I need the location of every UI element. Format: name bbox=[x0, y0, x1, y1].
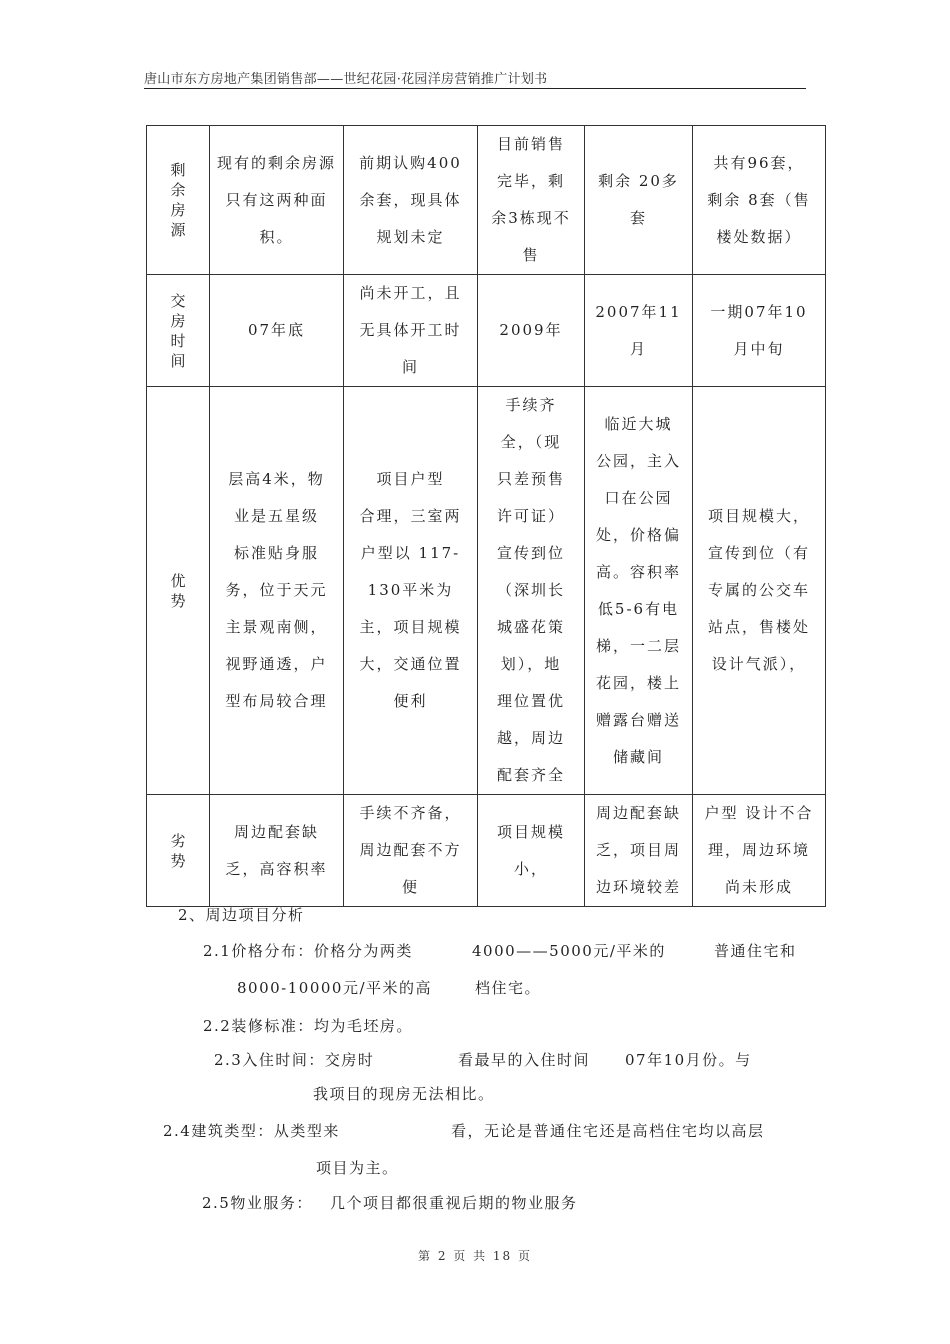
cell-line: 尚未开工，且 bbox=[359, 284, 462, 302]
cell-line: 只差预售 bbox=[496, 470, 565, 488]
cell-line: 便 bbox=[401, 878, 419, 896]
cell-line: 2007年11 bbox=[595, 302, 682, 321]
cell-line: 赠露台赠送 bbox=[595, 710, 681, 729]
cell-line: 周边配套缺 bbox=[233, 822, 319, 841]
table-cell bbox=[585, 126, 693, 275]
table-cell bbox=[693, 387, 826, 795]
cell-line: 无具体开工时 bbox=[359, 321, 462, 339]
cell-line: 项目规模大， bbox=[707, 507, 810, 525]
cell-line: 剩余 20多 bbox=[598, 172, 679, 190]
cell-line: 宣传到位（有 bbox=[707, 544, 810, 562]
paragraph-property-service-a: 2.5物业服务： bbox=[202, 1194, 313, 1212]
table-cell bbox=[210, 387, 344, 795]
cell-line: 共有96套， bbox=[713, 153, 805, 172]
cell-line: 口在公园 bbox=[604, 488, 673, 507]
cell-line: 手续齐 bbox=[505, 396, 557, 414]
cell-line: 业是五星级 bbox=[233, 507, 319, 525]
document-title: 唐山市东方房地产集团销售部——世纪花园·花园洋房营销推广计划书 bbox=[144, 72, 548, 87]
cell-line: 户型 设计不合 bbox=[704, 804, 814, 822]
cell-line: 现有的剩余房源 bbox=[216, 153, 336, 172]
cell-line: 目前销售 bbox=[496, 135, 565, 153]
cell-line: 标准贴身服 bbox=[233, 544, 319, 562]
cell-line: 户型以 117- bbox=[360, 544, 461, 562]
cell-line: （深圳长 bbox=[496, 581, 565, 599]
cell-line: 主景观南侧， bbox=[225, 618, 328, 636]
section-heading: 2、周边项目分析 bbox=[178, 906, 305, 924]
cell-line: 余3栋现不 bbox=[491, 209, 571, 227]
cell-line: 低5-6有电 bbox=[597, 599, 680, 618]
cell-line: 配套齐全 bbox=[496, 766, 565, 784]
cell-line: 周边配套不方 bbox=[359, 841, 462, 859]
row-header-label: 优势 bbox=[170, 571, 186, 610]
page-footer: 第 2 页 共 18 页 bbox=[418, 1249, 532, 1263]
row-header bbox=[147, 387, 210, 795]
table-cell bbox=[478, 387, 585, 795]
cell-line: 套 bbox=[629, 209, 647, 227]
cell-line: 项目户型 bbox=[376, 470, 445, 488]
cell-line: 余套，现具体 bbox=[359, 190, 462, 209]
cell-line: 乏，高容积率 bbox=[225, 859, 328, 878]
page-header bbox=[144, 66, 806, 89]
table-cell bbox=[693, 795, 826, 907]
cell-line: 小， bbox=[513, 859, 548, 878]
cell-line: 大，交通位置 bbox=[359, 655, 462, 673]
cell-line: 设计气派）， bbox=[711, 655, 807, 673]
cell-line: 周边配套缺 bbox=[595, 804, 681, 822]
cell-line: 花园，楼上 bbox=[595, 673, 681, 692]
cell-line: 越，周边 bbox=[496, 729, 565, 747]
cell-line: 处，价格偏 bbox=[595, 525, 681, 544]
cell-line: 乏，项目周 bbox=[595, 841, 681, 859]
comparison-table bbox=[146, 125, 826, 907]
row-header-label: 剩余房源 bbox=[170, 161, 186, 239]
cell-line: 楼处数据） bbox=[716, 227, 802, 246]
cell-line: 理位置优 bbox=[496, 692, 565, 710]
cell-line: 手续不齐备， bbox=[359, 804, 462, 822]
row-header-label: 交房时间 bbox=[170, 291, 186, 370]
cell-line: 售 bbox=[522, 246, 540, 264]
cell-line: 只有这两种面 bbox=[225, 190, 328, 209]
paragraph-price-a: 2.1价格分布：价格分为两类 bbox=[203, 942, 413, 960]
table-cell bbox=[344, 387, 478, 795]
cell-line: 层高4米，物 bbox=[228, 470, 325, 488]
table-cell bbox=[478, 275, 585, 387]
table-cell bbox=[693, 275, 826, 387]
paragraph-price-b: 4000——5000元/平米的 bbox=[472, 942, 666, 960]
cell-line: 完毕，剩 bbox=[496, 172, 565, 190]
cell-line: 型布局较合理 bbox=[225, 692, 328, 710]
table-cell bbox=[478, 795, 585, 907]
cell-line: 项目规模 bbox=[496, 822, 565, 841]
table-cell bbox=[210, 126, 344, 275]
table-cell bbox=[693, 126, 826, 275]
table-cell bbox=[585, 795, 693, 907]
cell-line: 专属的公交车 bbox=[707, 581, 810, 599]
cell-line: 规划未定 bbox=[376, 227, 445, 246]
table-cell bbox=[585, 387, 693, 795]
table-row bbox=[147, 126, 826, 275]
paragraph-building-type-a: 2.4建筑类型：从类型来 bbox=[163, 1122, 340, 1140]
paragraph-price-d: 8000-10000元/平米的高 bbox=[237, 979, 433, 997]
cell-line: 便利 bbox=[393, 692, 428, 710]
cell-line: 主，项目规模 bbox=[359, 618, 462, 636]
cell-line: 划），地 bbox=[500, 655, 562, 673]
paragraph-price-c: 普通住宅和 bbox=[714, 942, 797, 960]
cell-line: 公园，主入 bbox=[595, 451, 681, 470]
table-row bbox=[147, 387, 826, 795]
table-cell bbox=[344, 275, 478, 387]
paragraph-price-e: 档住宅。 bbox=[475, 979, 542, 997]
table-cell bbox=[344, 795, 478, 907]
cell-line: 储藏间 bbox=[612, 747, 664, 766]
table-row bbox=[147, 795, 826, 907]
cell-line: 合理，三室两 bbox=[359, 507, 462, 525]
paragraph-move-in-c: 07年10月份。与 bbox=[625, 1051, 752, 1069]
cell-line: 间 bbox=[401, 358, 419, 376]
row-header bbox=[147, 126, 210, 275]
cell-line: 城盛花策 bbox=[496, 618, 565, 636]
row-header-label: 劣势 bbox=[170, 831, 186, 870]
table-row bbox=[147, 275, 826, 387]
cell-line: 站点，售楼处 bbox=[707, 618, 810, 636]
paragraph-property-service-b: 几个项目都很重视后期的物业服务 bbox=[330, 1194, 578, 1212]
cell-line: 月中旬 bbox=[733, 339, 785, 358]
cell-line: 梯，一二层 bbox=[595, 636, 681, 655]
cell-line: 临近大城 bbox=[604, 414, 673, 433]
cell-line: 许可证） bbox=[496, 507, 565, 525]
cell-line: 高。容积率 bbox=[595, 562, 681, 581]
paragraph-move-in-d: 我项目的现房无法相比。 bbox=[313, 1085, 495, 1103]
cell-line: 务，位于天元 bbox=[225, 581, 328, 599]
cell-line: 前期认购400 bbox=[359, 153, 462, 172]
cell-line: 积。 bbox=[259, 227, 294, 246]
cell-line: 视野通透，户 bbox=[225, 655, 328, 673]
cell-line: 2009年 bbox=[499, 321, 563, 339]
table-cell bbox=[585, 275, 693, 387]
paragraph-building-type-c: 项目为主。 bbox=[316, 1159, 399, 1177]
table-cell bbox=[210, 795, 344, 907]
cell-line: 07年底 bbox=[247, 321, 306, 339]
paragraph-building-type-b: 看，无论是普通住宅还是高档住宅均以高层 bbox=[451, 1122, 765, 1140]
cell-line: 理，周边环境 bbox=[707, 841, 810, 859]
cell-line: 宣传到位 bbox=[496, 544, 565, 562]
table-cell bbox=[210, 275, 344, 387]
cell-line: 130平米为 bbox=[367, 581, 454, 599]
paragraph-move-in-b: 看最早的入住时间 bbox=[458, 1051, 591, 1069]
cell-line: 月 bbox=[629, 339, 647, 358]
row-header bbox=[147, 275, 210, 387]
table-cell bbox=[478, 126, 585, 275]
table-cell bbox=[344, 126, 478, 275]
paragraph-move-in-a: 2.3入住时间：交房时 bbox=[214, 1051, 375, 1069]
row-header bbox=[147, 795, 210, 907]
cell-line: 一期07年10 bbox=[710, 302, 808, 321]
cell-line: 全，（现 bbox=[500, 433, 562, 451]
cell-line: 边环境较差 bbox=[595, 878, 681, 896]
cell-line: 尚未形成 bbox=[724, 878, 793, 896]
paragraph-decoration: 2.2装修标准：均为毛坯房。 bbox=[203, 1017, 413, 1035]
cell-line: 剩余 8套（售 bbox=[707, 190, 811, 209]
